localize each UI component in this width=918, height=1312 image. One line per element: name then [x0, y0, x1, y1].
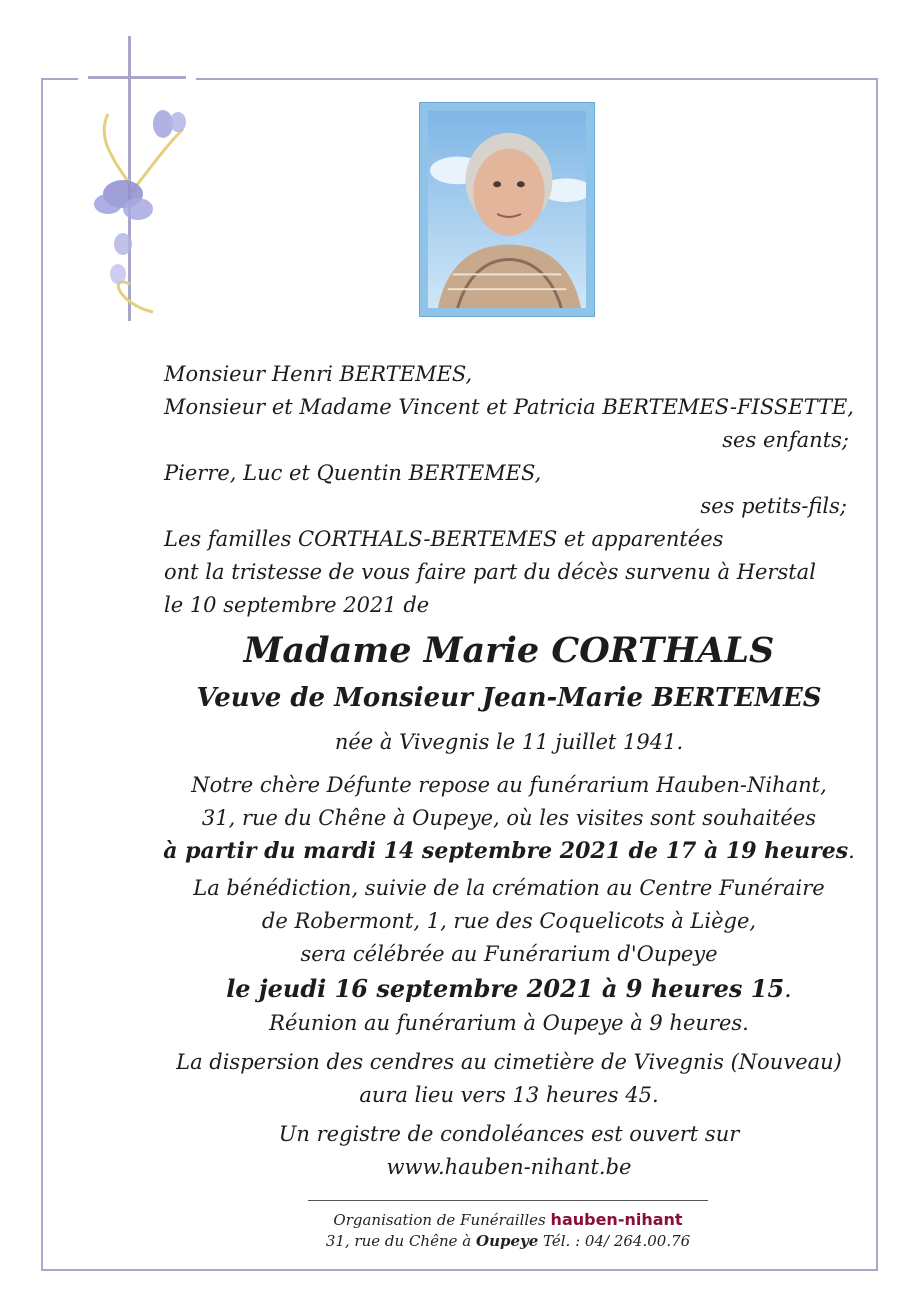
announcement-line: ont la tristesse de vous faire part du décès survenu à Herstal — [164, 560, 816, 584]
blessing-line-2: de Robermont, 1, rue des Coquelicots à Liège, — [261, 909, 757, 933]
ceremony-time: le jeudi 16 septembre 2021 à 9 heures 15 — [226, 974, 785, 1003]
rest-line-2: 31, rue du Chêne à Oupeye, où les visites sont souhaitées — [201, 806, 817, 830]
brand-logo: hauben-nihant — [550, 1210, 683, 1229]
footer-divider — [308, 1200, 708, 1201]
family-list — [164, 358, 854, 622]
dispersion-line-2: aura lieu vers 13 heures 45. — [359, 1083, 659, 1107]
footer-address-line — [208, 1231, 808, 1252]
visits-time: à partir du mardi 14 septembre 2021 de 17 à 19 heures — [163, 838, 849, 864]
blessing-line-1: La bénédiction, suivie de la crémation au Centre Funéraire — [193, 876, 825, 900]
register-url-link[interactable]: www.hauben-nihant.be — [386, 1155, 632, 1179]
portrait-photo — [419, 102, 595, 317]
meeting-line: Réunion au funérarium à Oupeye à 9 heures. — [269, 1011, 749, 1035]
register-line: Un registre de condoléances est ouvert sur — [278, 1122, 740, 1146]
dispersion-line-1: La dispersion des cendres au cimetière de Vivegnis (Nouveau) — [176, 1050, 842, 1074]
visits-period: . — [848, 839, 855, 863]
visits-line — [100, 835, 918, 868]
family-line: Monsieur Henri BERTEMES, — [164, 362, 473, 386]
footer-org-line — [208, 1209, 808, 1231]
grandchildren-label: ses petits-fils; — [700, 494, 847, 518]
cross-flower-ornament-icon — [78, 34, 196, 332]
widow-of: Veuve de Monsieur Jean-Marie BERTEMES — [196, 683, 822, 713]
portrait-photo-icon — [428, 111, 586, 308]
main-announcement — [100, 629, 918, 673]
rest-line-1: Notre chère Défunte repose au funérarium Hauben-Nihant, — [191, 773, 827, 797]
families-line: Les familles CORTHALS-BERTEMES et apparentées — [164, 527, 724, 551]
address-city: Oupeye — [476, 1232, 539, 1250]
ceremony-period: . — [784, 975, 792, 1003]
phone: Tél. : 04/ 264.00.76 — [543, 1232, 691, 1250]
children-label: ses enfants; — [722, 428, 849, 452]
widow-block — [100, 680, 918, 716]
org-label: Organisation de Funérailles — [333, 1211, 546, 1229]
ceremony-line — [100, 971, 918, 1007]
family-line: Monsieur et Madame Vincent et Patricia BERTEMES-FISSETTE, — [164, 395, 854, 419]
blessing-line-3: sera célébrée au Funérarium d'Oupeye — [300, 942, 718, 966]
deceased-name: Madame Marie CORTHALS — [243, 630, 775, 671]
details-block — [100, 726, 918, 1184]
funeral-org-footer — [208, 1209, 808, 1252]
date-line: le 10 septembre 2021 de — [164, 593, 430, 617]
address-prefix: 31, rue du Chêne à — [325, 1232, 472, 1250]
birth-line: née à Vivegnis le 11 juillet 1941. — [334, 730, 684, 754]
grandchildren-line: Pierre, Luc et Quentin BERTEMES, — [164, 461, 542, 485]
